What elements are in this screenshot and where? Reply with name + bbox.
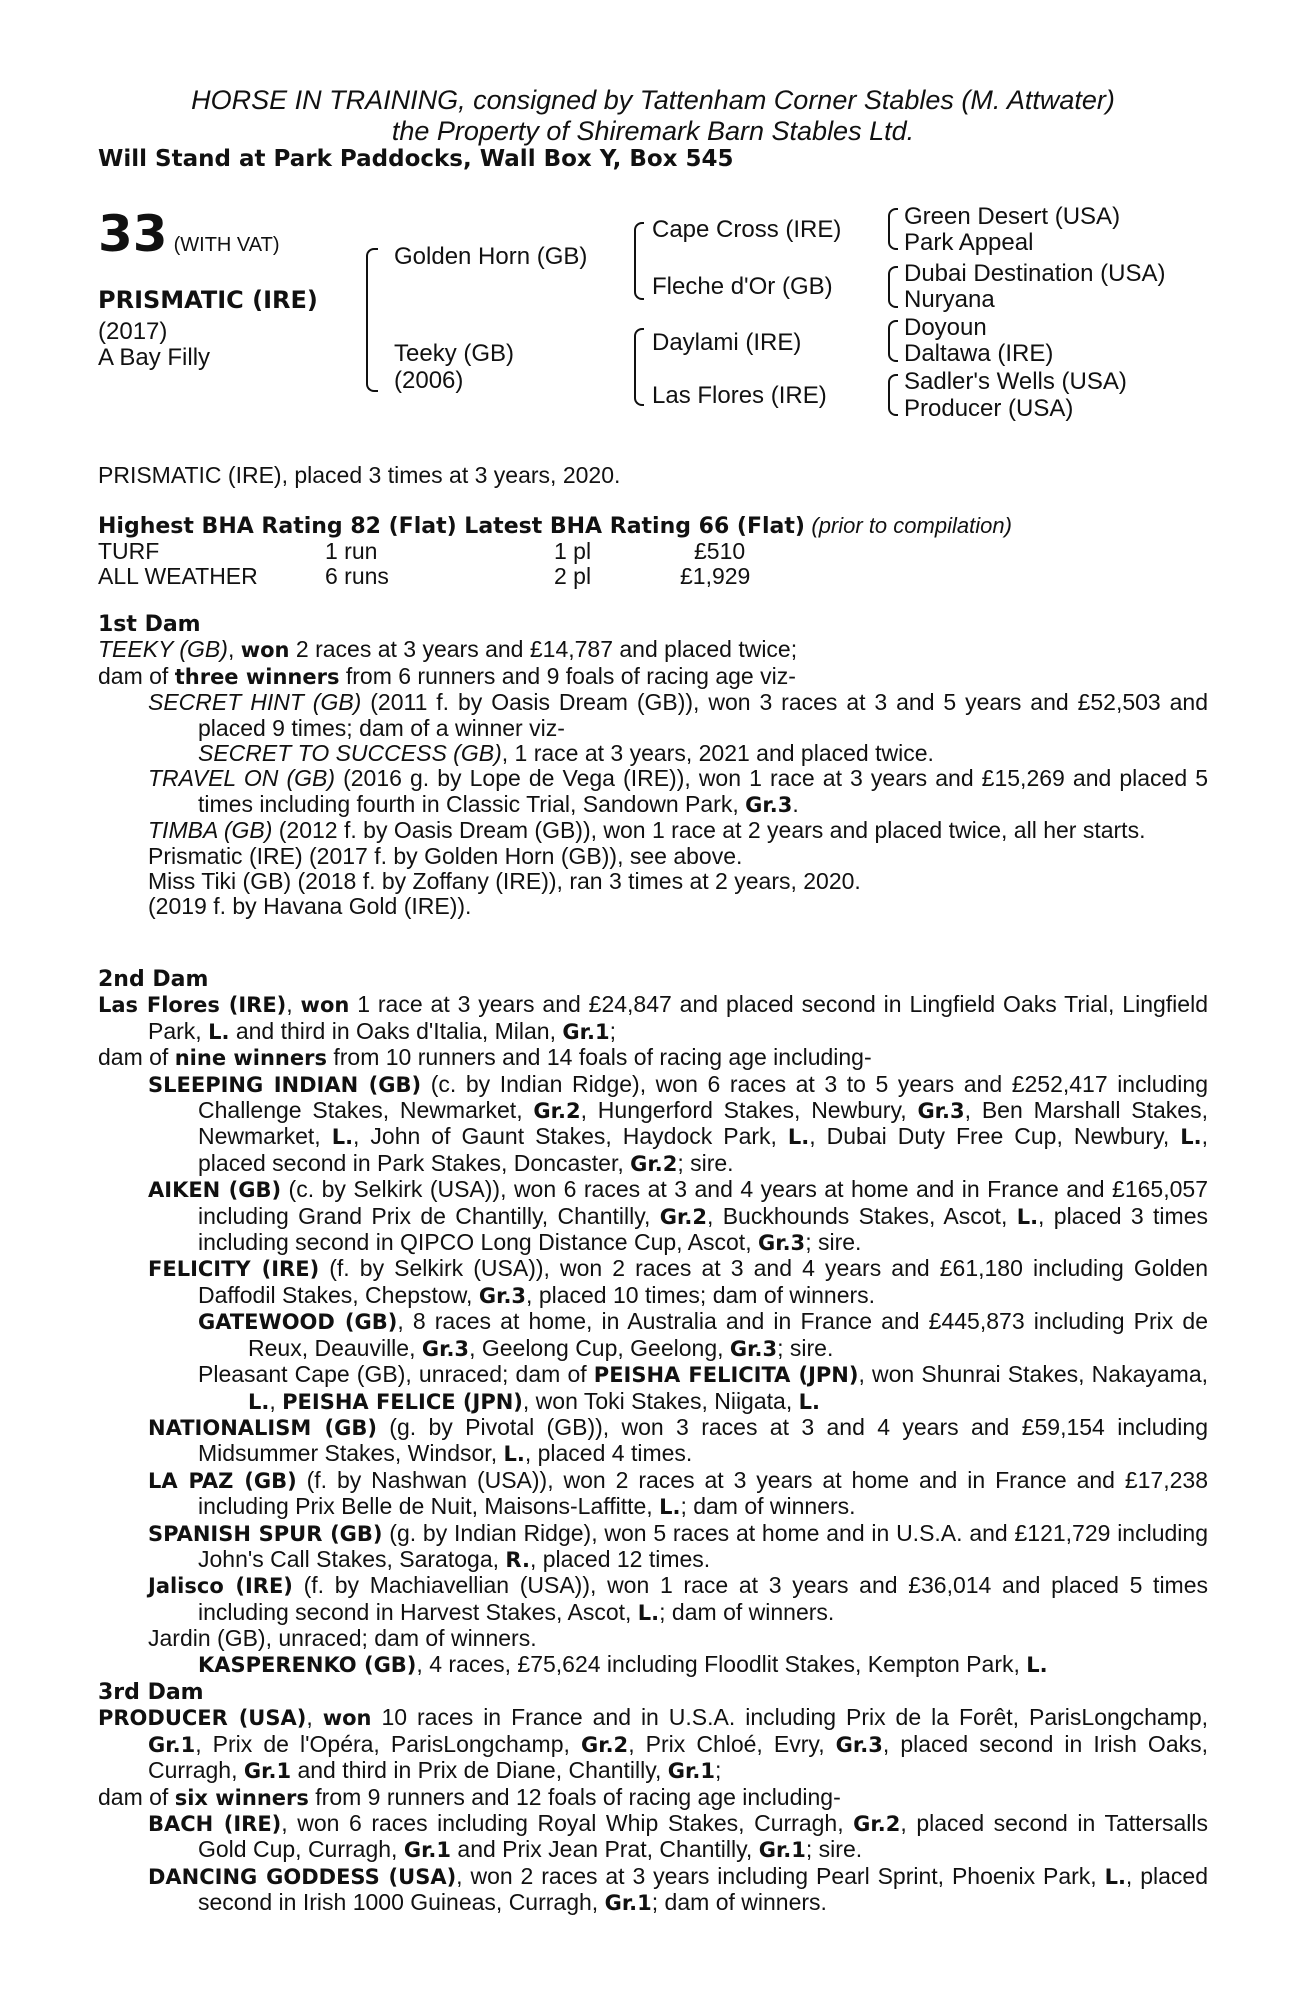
produce-entry: Jalisco (IRE) (f. by Machiavellian (USA)), won 1 race at 3 years and £36,014 and placed 5 times including second in Harvest Stakes, Ascot, L.; dam of winners.: [148, 1572, 1208, 1625]
rating-text: Highest BHA Rating 82 (Flat) Latest BHA Rating 66 (Flat): [98, 514, 805, 539]
dam-sire: Daylami (IRE): [652, 329, 802, 356]
pedigree-brace: [888, 394, 898, 416]
pedigree-brace: [634, 258, 644, 300]
sire-sire-dam: Park Appeal: [904, 229, 1034, 256]
produce-entry: SPANISH SPUR (GB) (g. by Indian Ridge), won 5 races at home and in U.S.A. and £121,729 including John's Call Stakes, Saratoga, R., placed 12 times.: [148, 1519, 1208, 1572]
pedigree-brace: [366, 316, 378, 392]
sire-dam-dam: Nuryana: [904, 286, 995, 313]
section-heading: 3rd Dam: [98, 1680, 204, 1705]
record-runs: 1 run: [325, 538, 378, 564]
bha-rating: [98, 512, 1012, 539]
record-row-turf: [98, 538, 798, 564]
produce-entry: GATEWOOD (GB), 8 races at home, in Australia and in France and £445,873 including Prix de Reux, Deauville, Gr.3, Geelong Cup, Geelong, Gr.3; sire.: [198, 1308, 1208, 1361]
pedigree-brace: [888, 320, 898, 342]
dam-dam: Las Flores (IRE): [652, 382, 827, 409]
produce-entry: AIKEN (GB) (c. by Selkirk (USA)), won 6 races at 3 and 4 years at home and in France and £165,057 including Grand Prix de Chantilly, Chantilly, Gr.2, Buckhounds Stakes, Ascot, L., placed 3 times including second in QIPCO Long Distance Cup, Ascot, Gr.3; sire.: [148, 1176, 1208, 1256]
stand-location: Will Stand at Park Paddocks, Wall Box Y, Box 545: [98, 146, 734, 172]
produce-entry: SLEEPING INDIAN (GB) (c. by Indian Ridge), won 6 races at 3 to 5 years and £252,417 including Challenge Stakes, Newmarket, Gr.2, Hungerford Stakes, Newbury, Gr.3, Ben Marshall Stakes, Newmarket, L., John of Gaunt Stakes, Haydock Park, L., Dubai Duty Free Cup, Newbury, L., placed second in Park Stakes, Doncaster, Gr.2; sire.: [148, 1070, 1208, 1176]
lot-block: [98, 205, 280, 263]
record-amount: £1,929: [680, 563, 751, 589]
lot-number: 33: [98, 205, 168, 263]
property-line: the Property of Shiremark Barn Stables Ltd.: [391, 116, 915, 146]
pedigree-brace: [888, 374, 898, 396]
produce-entry: SECRET TO SUCCESS (GB), 1 race at 3 years, 2021 and placed twice.: [198, 740, 934, 767]
produce-entry: SECRET HINT (GB) (2011 f. by Oasis Dream (GB)), won 3 races at 3 and 5 years and £52,503 and placed 9 times; dam of a winner viz-: [148, 689, 1208, 741]
produce-entry: NATIONALISM (GB) (g. by Pivotal (GB)), won 3 races at 3 and 4 years and £59,154 including Midsummer Stakes, Windsor, L., placed 4 times.: [148, 1413, 1208, 1467]
dam: Teeky (GB): [394, 340, 515, 367]
consignor-line: HORSE IN TRAINING, consigned by Tattenham Corner Stables (M. Attwater): [191, 85, 1115, 115]
pedigree-brace: [634, 222, 644, 260]
dam-dam-dam: Producer (USA): [904, 395, 1074, 422]
dam-sire-dam: Daltawa (IRE): [904, 340, 1054, 367]
produce-line: dam of six winners from 9 runners and 12 foals of racing age including-: [98, 1783, 841, 1810]
sire-sire-sire: Green Desert (USA): [904, 203, 1121, 230]
produce-entry: Prismatic (IRE) (2017 f. by Golden Horn (GB)), see above.: [148, 842, 743, 869]
record-amount: £510: [694, 538, 746, 564]
pedigree-brace: [888, 228, 898, 250]
sire-dam: Fleche d'Or (GB): [652, 273, 833, 300]
pedigree-brace: [888, 208, 898, 230]
sire-sire: Cape Cross (IRE): [652, 216, 842, 243]
sire-dam-sire: Dubai Destination (USA): [904, 260, 1166, 287]
record-placed: 2 pl: [554, 563, 592, 589]
second-dam-section: [98, 967, 1208, 1678]
vat-note: (WITH VAT): [173, 234, 280, 256]
dam-line: PRODUCER (USA), won 10 races in France and in U.S.A. including Prix de la Forêt, ParisLongchamp, Gr.1, Prix de l'Opéra, ParisLongchamp, Gr.2, Prix Chloé, Evry, Gr.3, placed second in Irish Oaks, Curragh, Gr.1 and third in Prix de Diane, Chantilly, Gr.1;: [98, 1704, 1209, 1784]
horse-name: PRISMATIC (IRE): [98, 286, 318, 314]
pedigree-brace: [634, 364, 644, 406]
pedigree-brace: [888, 340, 898, 362]
produce-entry: Miss Tiki (GB) (2018 f. by Zoffany (IRE)), ran 3 times at 2 years, 2020.: [148, 868, 861, 895]
produce-entry: BACH (IRE), won 6 races including Royal Whip Stakes, Curragh, Gr.2, placed second in Tattersalls Gold Cup, Curragh, Gr.1 and Prix Jean Prat, Chantilly, Gr.1; sire.: [148, 1810, 1208, 1863]
dam-line: TEEKY (GB), won 2 races at 3 years and £14,787 and placed twice;: [98, 636, 798, 663]
dam-year: (2006): [394, 367, 464, 394]
produce-entry: Jardin (GB), unraced; dam of winners.: [148, 1625, 537, 1652]
produce-entry: (2019 f. by Havana Gold (IRE)).: [148, 893, 472, 920]
dam-line: Las Flores (IRE), won 1 race at 3 years and £24,847 and placed second in Lingfield Oaks Trial, Lingfield Park, L. and third in Oaks d'Italia, Milan, Gr.1;: [98, 991, 1208, 1044]
produce-line: dam of three winners from 6 runners and 9 foals of racing age viz-: [98, 662, 796, 689]
produce-entry: TIMBA (GB) (2012 f. by Oasis Dream (GB)), won 1 race at 2 years and placed twice, all her starts.: [148, 817, 1146, 844]
rating-note: (prior to compilation): [811, 513, 1012, 538]
produce-entry: LA PAZ (GB) (f. by Nashwan (USA)), won 2 races at 3 years at home and in France and £17,238 including Prix Belle de Nuit, Maisons-Laffitte, L.; dam of winners.: [148, 1466, 1208, 1520]
dam-dam-sire: Sadler's Wells (USA): [904, 368, 1127, 395]
record-row-all-weather: [98, 563, 798, 589]
race-summary: PRISMATIC (IRE), placed 3 times at 3 years, 2020.: [98, 462, 621, 488]
first-dam-section: [98, 612, 1208, 920]
produce-entry: FELICITY (IRE) (f. by Selkirk (USA)), won 2 races at 3 and 4 years and £61,180 including Golden Daffodil Stakes, Chepstow, Gr.3, placed 10 times; dam of winners.: [148, 1255, 1208, 1308]
record-surface: ALL WEATHER: [98, 563, 258, 589]
produce-entry: KASPERENKO (GB), 4 races, £75,624 including Floodlit Stakes, Kempton Park, L.: [198, 1650, 1048, 1677]
section-heading: 1st Dam: [98, 612, 201, 637]
produce-entry: DANCING GODDESS (USA), won 2 races at 3 years including Pearl Sprint, Phoenix Park, L., placed second in Irish 1000 Guineas, Curragh, Gr.1; dam of winners.: [148, 1862, 1208, 1916]
pedigree-brace: [634, 328, 644, 366]
horse-year: (2017): [98, 318, 168, 345]
pedigree-brace: [888, 266, 898, 288]
third-dam-section: [98, 1680, 1208, 1917]
pedigree-brace: [366, 248, 378, 318]
record-surface: TURF: [98, 538, 160, 564]
dam-sire-sire: Doyoun: [904, 314, 987, 341]
produce-entry: Pleasant Cape (GB), unraced; dam of PEISHA FELICITA (JPN), won Shunrai Stakes, Nakayama, L., PEISHA FELICE (JPN), won Toki Stakes, Niigata, L.: [198, 1361, 1208, 1414]
sire: Golden Horn (GB): [394, 243, 588, 270]
record-runs: 6 runs: [325, 563, 389, 589]
horse-description: A Bay Filly: [98, 344, 211, 371]
section-heading: 2nd Dam: [98, 967, 209, 992]
pedigree-brace: [888, 286, 898, 308]
produce-entry: TRAVEL ON (GB) (2016 g. by Lope de Vega (IRE)), won 1 race at 3 years and £15,269 and placed 5 times including fourth in Classic Trial, Sandown Park, Gr.3.: [148, 765, 1208, 817]
produce-line: dam of nine winners from 10 runners and 14 foals of racing age including-: [98, 1044, 872, 1071]
record-placed: 1 pl: [554, 538, 592, 564]
